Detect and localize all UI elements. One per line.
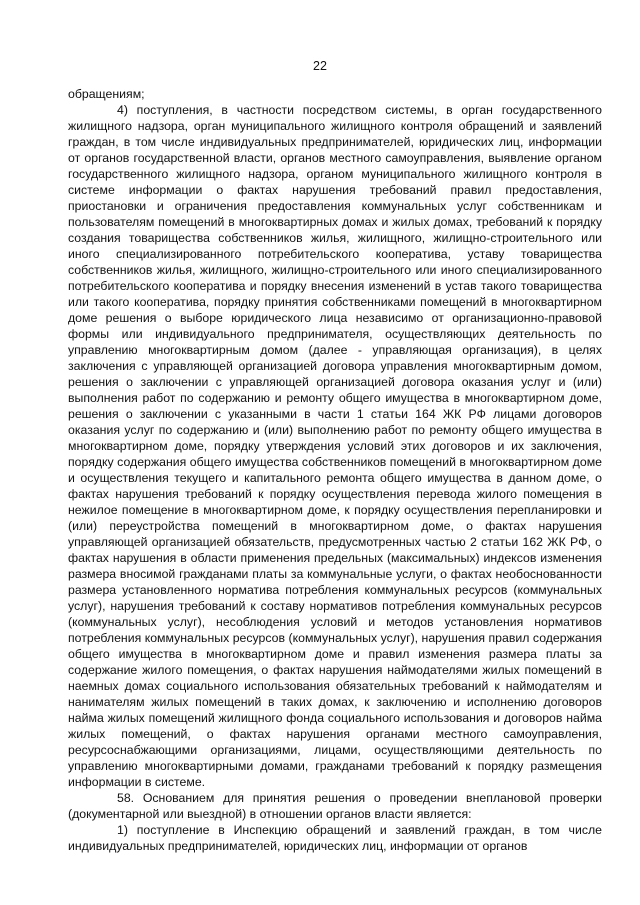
paragraph-item-1: 1) поступление в Инспекцию обращений и заявлений граждан, в том числе индивидуальных предпринимателей, юридических лиц, информации от органов	[68, 823, 602, 853]
page-number: 22	[313, 59, 327, 73]
document-body	[68, 86, 602, 854]
paragraph-continuation: обращениям;	[68, 87, 145, 101]
paragraph-item-4: 4) поступления, в частности посредством системы, в орган государственного жилищного надзора, орган муниципального жилищного контроля обращений и заявлений граждан, в том числе индивидуальных предпринимателей, юридических лиц, информации от органов государственной власти, органов местного самоуправления, выявление органом государственного жилищного надзора, органом муниципального жилищного контроля в системе информации о фактах нарушения требований правил предоставления, приостановки и ограничения предоставления коммунальных услуг собственникам и пользователям помещений в многоквартирных домах и жилых домах, требований к порядку создания товарищества собственников жилья, жилищного, жилищно-строительного или иного специализированного потребительского кооператива, уставу товарищества собственников жилья, жилищного, жилищно-строительного или иного специализированного потребительского кооператива и порядку внесения изменений в устав такого товарищества или такого кооператива, порядку принятия собственниками помещений в многоквартирном доме решения о выборе юридического лица независимо от организационно-правовой формы или индивидуального предпринимателя, осуществляющих деятельность по управлению многоквартирным домом (далее - управляющая организация), в целях заключения с управляющей организацией договора управления многоквартирным домом, решения о заключении с управляющей организацией договора оказания услуг и (или) выполнения работ по содержанию и ремонту общего имущества в многоквартирном доме, решения о заключении с указанными в части 1 статьи 164 ЖК РФ лицами договоров оказания услуг по содержанию и (или) выполнению работ по ремонту общего имущества в многоквартирном доме, порядку утверждения условий этих договоров и их заключения, порядку содержания общего имущества собственников помещений в многоквартирном доме и осуществления текущего и капитального ремонта общего имущества в данном доме, о фактах нарушения требований к порядку осуществления перевода жилого помещения в нежилое помещение в многоквартирном доме, к порядку осуществления перепланировки и (или) переустройства помещений в многоквартирном доме, о фактах нарушения управляющей организацией обязательств, предусмотренных частью 2 статьи 162 ЖК РФ, о фактах нарушения в области применения предельных (максимальных) индексов изменения размера вносимой гражданами платы за коммунальные услуги, о фактах необоснованности размера установленного норматива потребления коммунальных ресурсов (коммунальных услуг), нарушения требований к составу нормативов потребления коммунальных ресурсов (коммунальных услуг), несоблюдения условий и методов установления нормативов потребления коммунальных ресурсов (коммунальных услуг), нарушения правил содержания общего имущества в многоквартирном доме и правил изменения размера платы за содержание жилого помещения, о фактах нарушения наймодателями жилых помещений в наемных домах социального использования обязательных требований к наймодателям и нанимателям жилых помещений в таких домах, к заключению и исполнению договоров найма жилых помещений жилищного фонда социального использования и договоров найма жилых помещений, о фактах нарушения органами местного самоуправления, ресурсоснабжающими организациями, лицами, осуществляющими деятельность по управлению многоквартирными домами, гражданами требований к порядку размещения информации в системе.	[68, 103, 602, 789]
paragraph-clause-58: 58. Основанием для принятия решения о проведении внеплановой проверки (документарной или выездной) в отношении органов власти является:	[68, 791, 602, 821]
